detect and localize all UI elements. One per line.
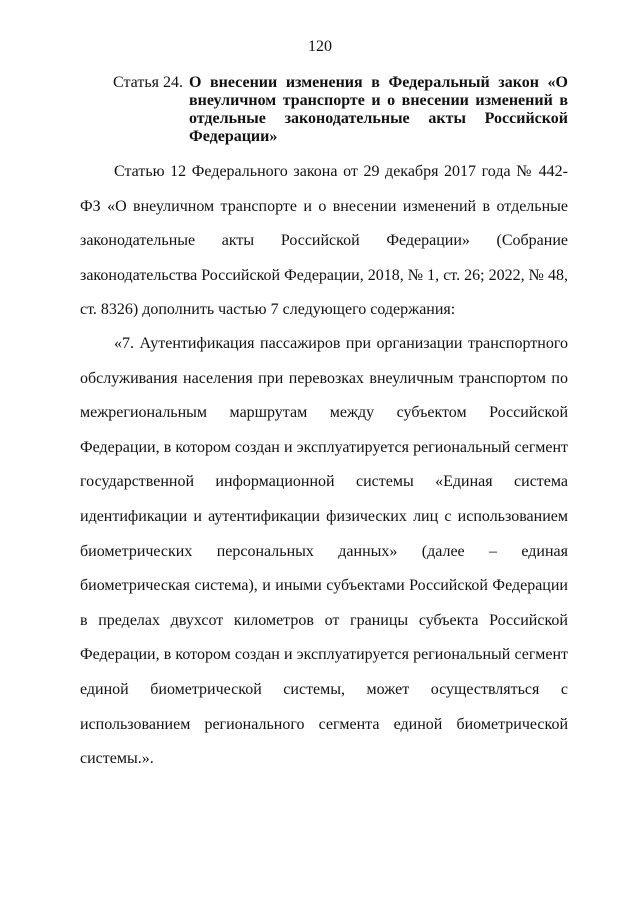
- article-title: О внесении изменения в Федеральный закон «О внеуличном транспорте и о внесении изменений в отдельные законодательные акты Российской Федерации»: [188, 74, 568, 145]
- article-label: Статья 24.: [113, 74, 183, 91]
- paragraph-amendment-intro: Статью 12 Федерального закона от 29 декабря 2017 года № 442-ФЗ «О внеуличном транспорте и о внесении изменений в отдельные законодательные акты Российской Федерации» (Собрание законодательства Российской Федерации, 2018, № 1, ст. 26; 2022, № 48, ст. 8326) дополнить частью 7 следующего содержания:: [80, 163, 568, 319]
- paragraph-part-7: «7. Аутентификация пассажиров при организации транспортного обслуживания населения при перевозках внеуличным транспортом по межрегиональным маршрутам между субъектом Российской Федерации, в котором создан и эксплуатируется региональный сегмент государственной информационной системы «Единая система идентификации и аутентификации физических лиц с использованием биометрических персональных данных» (далее – единая биометрическая система), и иными субъектами Российской Федерации в пределах двухсот километров от границы субъекта Российской Федерации, в котором создан и эксплуатируется региональный сегмент единой биометрической системы, может осуществляться с использованием регионального сегмента единой биометрической системы.».: [80, 335, 568, 768]
- page-number: 120: [308, 38, 332, 55]
- article-heading: [113, 74, 568, 146]
